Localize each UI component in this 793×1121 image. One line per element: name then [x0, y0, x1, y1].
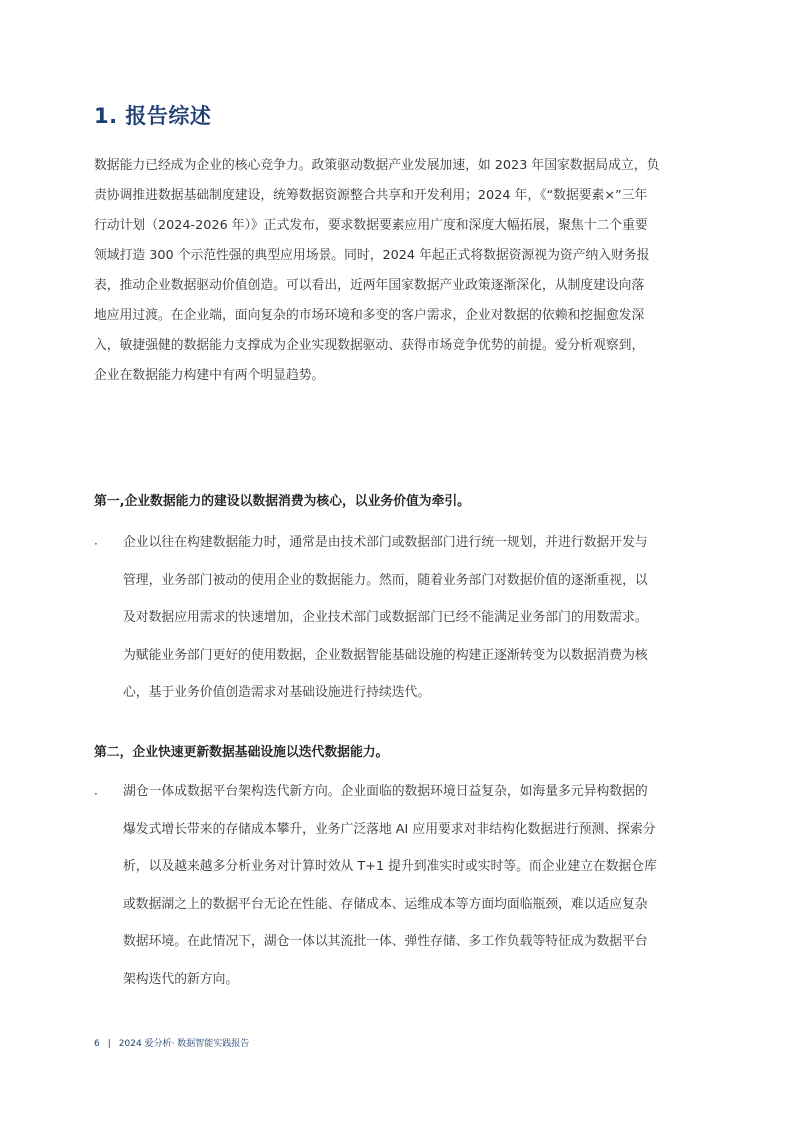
trend-one-heading: 第一,企业数据能力的建设以数据消费为核心，以业务价值为牵引。: [94, 494, 470, 509]
bullet-line: 爆发式增长带来的存储成本攀升，业务广泛落地 AI 应用要求对非结构化数据进行预测、探索分: [123, 821, 656, 837]
footer-separator: |: [107, 1039, 111, 1049]
intro-line: 入，敏捷强健的数据能力支撑成为企业实现数据驱动、获得市场竞争优势的前提。爱分析观察到，: [94, 338, 645, 353]
bullet-line: 架构迭代的新方向。: [123, 971, 239, 987]
bullet-line: 或数据湖之上的数据平台无论在性能、存储成本、运维成本等方面均面临瓶颈，难以适应复杂: [123, 896, 648, 912]
bullet-line: 及对数据应用需求的快速增加，企业技术部门或数据部门已经不能满足业务部门的用数需求。: [123, 610, 648, 625]
footer-report-title: 2024 爱分析· 数据智能实践报告: [118, 1039, 250, 1049]
intro-line: 表，推动企业数据驱动价值创造。可以看出，近两年国家数据产业政策逐渐深化，从制度建设向落: [94, 278, 645, 293]
bullet-line: 数据环境。在此情况下，湖仓一体以其流批一体、弹性存储、多工作负载等特征成为数据平台: [123, 934, 648, 949]
bullet-marker: ·: [94, 787, 98, 801]
bullet-marker: ·: [94, 537, 98, 551]
trend-two-text: [123, 773, 713, 998]
bullet-line: 心，基于业务价值创造需求对基础设施进行持续迭代。: [123, 685, 431, 700]
bullet-line: 为赋能业务部门更好的使用数据，企业数据智能基础设施的构建正逐渐转变为以数据消费为核: [123, 647, 648, 663]
bullet-line: 析，以及越来越多分析业务对计算时效从 T+1 提升到准实时或实时等。而企业建立在数据仓库: [123, 859, 657, 874]
intro-paragraph: [94, 151, 704, 391]
intro-line: 领域打造 300 个示范性强的典型应用场景。同时，2024 年起正式将数据资源视为资产纳入财务报: [94, 248, 650, 263]
bullet-line: 管理，业务部门被动的使用企业的数据能力。然而，随着业务部门对数据价值的逐渐重视，以: [123, 572, 648, 588]
trend-two-heading: 第二，企业快速更新数据基础设施以迭代数据能力。: [94, 745, 389, 760]
intro-line: 地应用过渡。在企业端，面向复杂的市场环境和多变的客户需求，企业对数据的依赖和挖掘愈发深: [94, 308, 645, 323]
intro-line: 数据能力已经成为企业的核心竞争力。政策驱动数据产业发展加速，如 2023 年国家数据局成立，负: [94, 158, 660, 173]
page-footer: [94, 1036, 249, 1049]
intro-line: 行动计划（2024-2026 年）》正式发布，要求数据要素应用广度和深度大幅拓展，聚焦十二个重要: [94, 218, 648, 233]
bullet-line: 企业以往在构建数据能力时，通常是由技术部门或数据部门进行统一规划，并进行数据开发与: [123, 535, 648, 550]
page-number: 6: [94, 1039, 100, 1049]
section-title: 1. 报告综述: [94, 104, 212, 128]
trend-one-text: [123, 524, 713, 712]
bullet-line: 湖仓一体成数据平台架构迭代新方向。企业面临的数据环境日益复杂，如海量多元异构数据的: [123, 784, 648, 799]
intro-line: 企业在数据能力构建中有两个明显趋势。: [94, 368, 325, 383]
intro-line: 责协调推进数据基础制度建设，统筹数据资源整合共享和开发利用；2024 年，《“数据要素×”三年: [94, 188, 648, 203]
